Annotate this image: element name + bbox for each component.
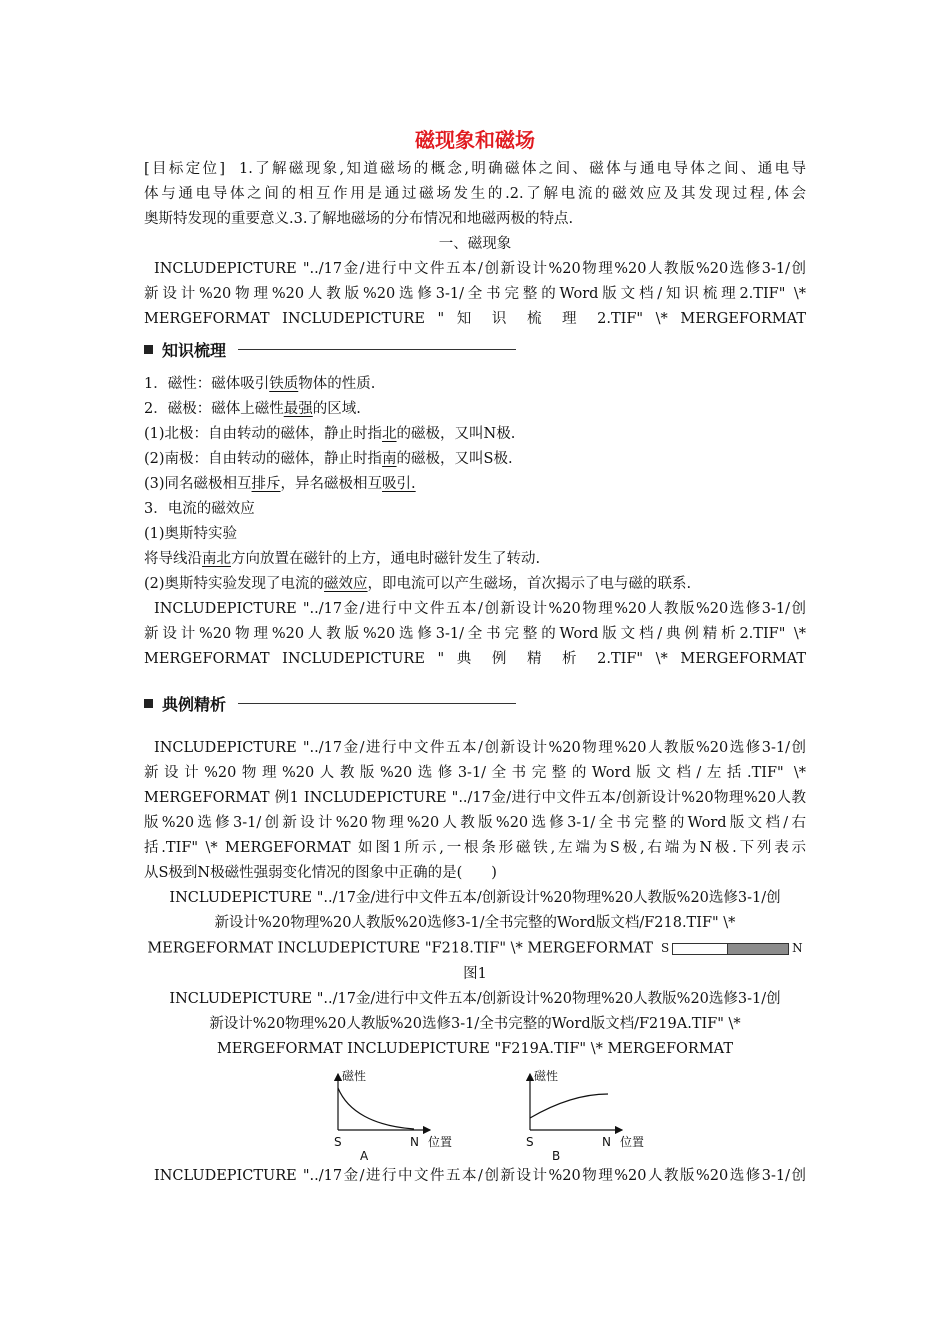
graph-b-ylabel: 磁性 bbox=[534, 1068, 559, 1083]
section-divider bbox=[238, 349, 516, 350]
knowledge-line-4: (2)南极：自由转动的磁体，静止时指南的磁极，又叫S极. bbox=[144, 451, 513, 467]
knowledge-line-8: 将导线沿南北方向放置在磁针的上方，通电时磁针发生了转动. bbox=[144, 551, 541, 567]
graph-a-end: N bbox=[410, 1134, 419, 1149]
goal-line-3: 奥斯特发现的重要意义.3.了解地磁场的分布情况和地磁两极的特点. bbox=[144, 211, 574, 227]
answer-graphs bbox=[144, 1066, 806, 1162]
graph-option-b bbox=[506, 1066, 656, 1162]
magnet-n-label: N bbox=[792, 941, 803, 955]
fig2-field-line-3: MERGEFORMAT INCLUDEPICTURE "F219A.TIF" \* MERGEFORMAT bbox=[216, 1040, 734, 1057]
goal-label: [目标定位] bbox=[144, 161, 226, 177]
field2-line-3: MERGEFORMAT INCLUDEPICTURE " 典 例 精 析 2.TIF" \* MERGEFORMAT bbox=[144, 651, 806, 667]
section-example-header bbox=[144, 688, 806, 718]
example-line-5: 括.TIF" \* MERGEFORMAT 如图1所示,一根条形磁铁,左端为S极,右端为N极.下列表示 bbox=[144, 840, 806, 856]
field1-line-3: MERGEFORMAT INCLUDEPICTURE " 知 识 梳 理 2.TIF" \* MERGEFORMAT bbox=[144, 311, 806, 327]
graph-b-xlabel: 位置 bbox=[620, 1134, 645, 1149]
fig1-field-line-3: MERGEFORMAT INCLUDEPICTURE "F218.TIF" \* MERGEFORMAT S N bbox=[144, 936, 806, 962]
fig2-field-line-2: 新设计%20物理%20人教版%20选修3-1/全书完整的Word版文档/F219A.TIF" \* bbox=[209, 1015, 741, 1032]
magnet-s-half bbox=[672, 943, 728, 955]
section-knowledge-header bbox=[144, 334, 806, 364]
fig1-field-line-1: INCLUDEPICTURE "../17金/进行中文件五本/创新设计%20物理%20人教版%20选修3-1/创 bbox=[169, 890, 781, 906]
field1-line-1: INCLUDEPICTURE "../17金/进行中文件五本/创新设计%20物理%20人教版%20选修3-1/创 bbox=[154, 261, 806, 277]
trailing-field-line: INCLUDEPICTURE "../17金/进行中文件五本/创新设计%20物理%20人教版%20选修3-1/创 bbox=[154, 1167, 806, 1184]
fig2-field-line-1: INCLUDEPICTURE "../17金/进行中文件五本/创新设计%20物理%20人教版%20选修3-1/创 bbox=[169, 990, 781, 1007]
graph-b-caption: B bbox=[552, 1148, 561, 1162]
example-line-1: INCLUDEPICTURE "../17金/进行中文件五本/创新设计%20物理%20人教版%20选修3-1/创 bbox=[154, 740, 806, 756]
square-bullet-icon bbox=[144, 699, 153, 708]
knowledge-line-5: (3)同名磁极相互排斥，异名磁极相互吸引. bbox=[144, 476, 416, 492]
part1-heading: 一、磁现象 bbox=[438, 236, 512, 252]
section-example-label: 典例精析 bbox=[162, 694, 227, 714]
section-divider bbox=[238, 703, 516, 704]
bar-magnet-figure bbox=[661, 936, 803, 961]
example-line-6: 从S极到N极磁性强弱变化情况的图象中正确的是( ) bbox=[144, 865, 497, 881]
knowledge-line-6: 3．电流的磁效应 bbox=[144, 501, 255, 517]
graph-a-xlabel: 位置 bbox=[428, 1134, 453, 1149]
example-line-2: 新设计%20物理%20人教版%20选修3-1/全书完整的Word版文档/左括.TIF" \* bbox=[144, 765, 806, 781]
field1-line-2: 新设计%20物理%20人教版%20选修3-1/全书完整的Word版文档/知识梳理2.TIF" \* bbox=[144, 286, 806, 302]
knowledge-line-7: (1)奥斯特实验 bbox=[144, 526, 238, 542]
example-line-3: MERGEFORMAT 例1 INCLUDEPICTURE "../17金/进行中文件五本/创新设计%20物理%20人教 bbox=[144, 790, 806, 806]
knowledge-line-9: (2)奥斯特实验发现了电流的磁效应，即电流可以产生磁场，首次揭示了电与磁的联系. bbox=[144, 576, 692, 592]
example-line-4: 版%20选修3-1/创新设计%20物理%20人教版%20选修3-1/全书完整的Word版文档/右 bbox=[144, 815, 806, 831]
field2-line-2: 新设计%20物理%20人教版%20选修3-1/全书完整的Word版文档/典例精析2.TIF" \* bbox=[144, 626, 806, 642]
square-bullet-icon bbox=[144, 345, 153, 354]
page-title: 磁现象和磁场 bbox=[415, 128, 535, 152]
graph-b-end: N bbox=[602, 1134, 611, 1149]
field2-line-1: INCLUDEPICTURE "../17金/进行中文件五本/创新设计%20物理%20人教版%20选修3-1/创 bbox=[154, 601, 806, 617]
graph-a-ylabel: 磁性 bbox=[342, 1068, 367, 1083]
fig1-caption: 图1 bbox=[463, 965, 487, 982]
knowledge-line-1: 1．磁性：磁体吸引铁质物体的性质. bbox=[144, 376, 376, 392]
graph-b-origin: S bbox=[526, 1134, 534, 1149]
fig1-field-line-2: 新设计%20物理%20人教版%20选修3-1/全书完整的Word版文档/F218.TIF" \* bbox=[214, 915, 736, 931]
magnet-n-half bbox=[728, 943, 789, 955]
graph-a-origin: S bbox=[334, 1134, 342, 1149]
document-page bbox=[144, 118, 806, 1189]
goal-line-1: [目标定位] 1.了解磁现象,知道磁场的概念,明确磁体之间、磁体与通电导体之间、通电导 bbox=[144, 161, 806, 177]
magnet-s-label: S bbox=[660, 941, 670, 955]
graph-option-a bbox=[314, 1066, 464, 1162]
knowledge-line-3: (1)北极：自由转动的磁体，静止时指北的磁极，又叫N极. bbox=[144, 426, 516, 442]
section-knowledge-label: 知识梳理 bbox=[162, 340, 227, 360]
knowledge-line-2: 2．磁极：磁体上磁性最强的区域. bbox=[144, 401, 361, 417]
graph-a-caption: A bbox=[360, 1148, 369, 1162]
goal-line-2: 体与通电导体之间的相互作用是通过磁场发生的.2.了解电流的磁效应及其发现过程,体会 bbox=[144, 186, 806, 202]
